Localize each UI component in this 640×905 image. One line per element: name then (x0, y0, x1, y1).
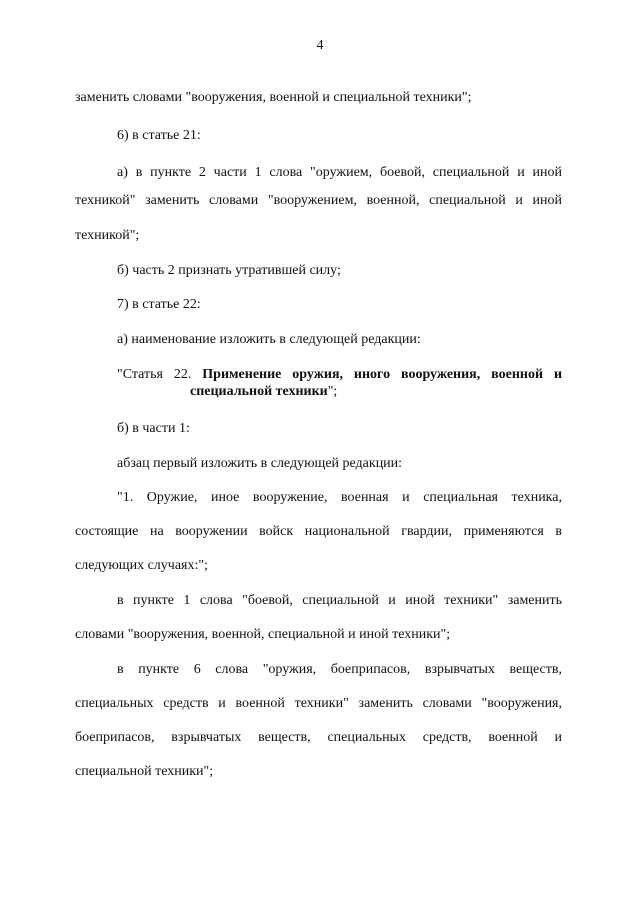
paragraph-line: специальной техники"; (75, 764, 214, 779)
paragraph-line: 7) в статье 22: (117, 297, 201, 312)
paragraph-line: словами "вооружения, военной, специальной и иной техники"; (75, 627, 451, 642)
paragraph-line: в пункте 6 слова "оружия, боеприпасов, взрывчатых веществ, (117, 662, 562, 677)
article-title-bold: специальной техники (190, 384, 328, 399)
paragraph-line: заменить словами "вооружения, военной и специальной техники"; (75, 90, 472, 105)
paragraph-line: специальных средств и военной техники" заменить словами "вооружения, (75, 696, 562, 711)
paragraph-line: техникой"; (75, 228, 140, 243)
page-number: 4 (316, 38, 324, 53)
paragraph-line: а) наименование изложить в следующей редакции: (117, 332, 421, 347)
paragraph-line: абзац первый изложить в следующей редакции: (117, 456, 403, 471)
article-title-bold: Применение оружия, иного вооружения, военной и (202, 367, 563, 382)
article-title-suffix: "; (327, 384, 338, 399)
article-title-prefix: "Статья 22. (117, 367, 203, 382)
paragraph-line: следующих случаях:"; (75, 558, 208, 573)
article-title-line (117, 366, 562, 384)
paragraph-line: 6) в статье 21: (117, 128, 201, 143)
paragraph-line: б) в части 1: (117, 421, 190, 436)
paragraph-line: в пункте 1 слова "боевой, специальной и иной техники" заменить (117, 593, 562, 608)
paragraph-line: техникой" заменить словами "вооружением, военной, специальной и иной (75, 193, 562, 208)
paragraph-line: "1. Оружие, иное вооружение, военная и специальная техника, (117, 490, 562, 505)
paragraph-line: а) в пункте 2 части 1 слова "оружием, боевой, специальной и иной (117, 165, 562, 180)
paragraph-line: состоящие на вооружении войск национальной гвардии, применяются в (75, 524, 562, 539)
paragraph-line: б) часть 2 признать утратившей силу; (117, 263, 341, 278)
article-title-line (190, 383, 337, 401)
paragraph-line: боеприпасов, взрывчатых веществ, специальных средств, военной и (75, 730, 562, 745)
